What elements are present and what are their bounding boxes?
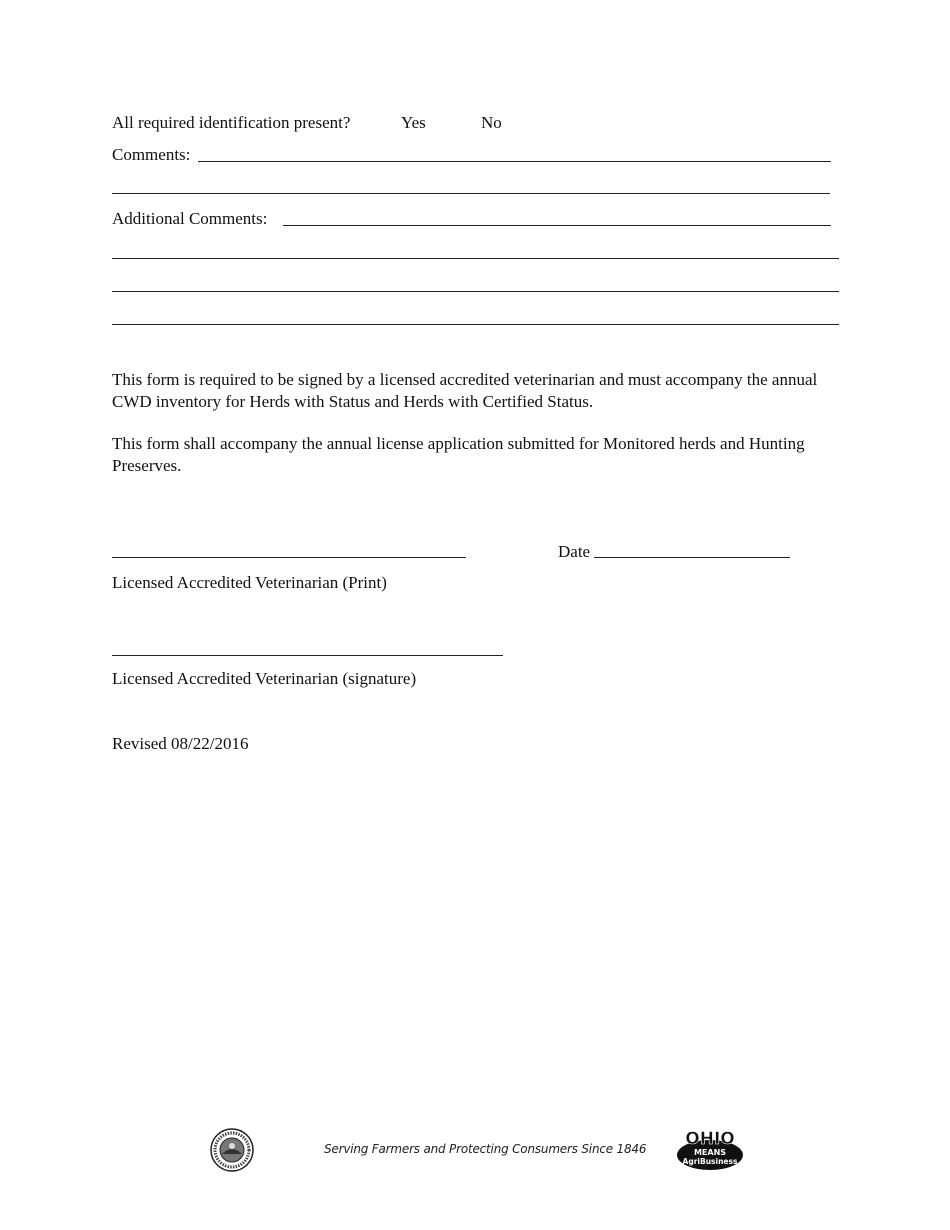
logo-bottom-text: AgriBusiness [682, 1157, 738, 1166]
yes-option[interactable]: Yes [401, 113, 426, 132]
requirement-statement: This form is required to be signed by a licensed accredited veterinarian and must accompany the annual CWD inventory for Herds with Status and Herds with Certified Status. [112, 370, 818, 411]
logo-mid-text: MEANS [693, 1148, 727, 1157]
footer-tagline: Serving Farmers and Protecting Consumers Since 1846 [324, 1142, 647, 1156]
revision-date: Revised 08/22/2016 [112, 734, 249, 753]
additional-comments-line-4[interactable] [112, 324, 839, 325]
logo-top-text: OHIO [685, 1129, 735, 1149]
additional-comments-line-1[interactable] [283, 225, 831, 226]
print-name-caption: Licensed Accredited Veterinarian (Print) [112, 573, 387, 592]
license-statement: This form shall accompany the annual license application submitted for Monitored herds and Hunting Preserves. [112, 434, 805, 475]
department-seal-icon [210, 1128, 254, 1172]
additional-comments-label: Additional Comments: [112, 209, 268, 228]
print-name-line[interactable] [112, 557, 466, 558]
no-option[interactable]: No [481, 113, 502, 132]
signature-caption: Licensed Accredited Veterinarian (signature) [112, 669, 417, 688]
date-line[interactable] [594, 557, 790, 558]
comments-label: Comments: [112, 145, 191, 164]
date-label: Date [558, 542, 591, 561]
ohio-means-agribusiness-logo [676, 1128, 744, 1172]
comments-line-2[interactable] [112, 193, 830, 194]
signature-line[interactable] [112, 655, 503, 656]
additional-comments-line-3[interactable] [112, 291, 839, 292]
comments-line-1[interactable] [198, 161, 831, 162]
additional-comments-line-2[interactable] [112, 258, 839, 259]
id-question-label: All required identification present? [112, 113, 351, 132]
